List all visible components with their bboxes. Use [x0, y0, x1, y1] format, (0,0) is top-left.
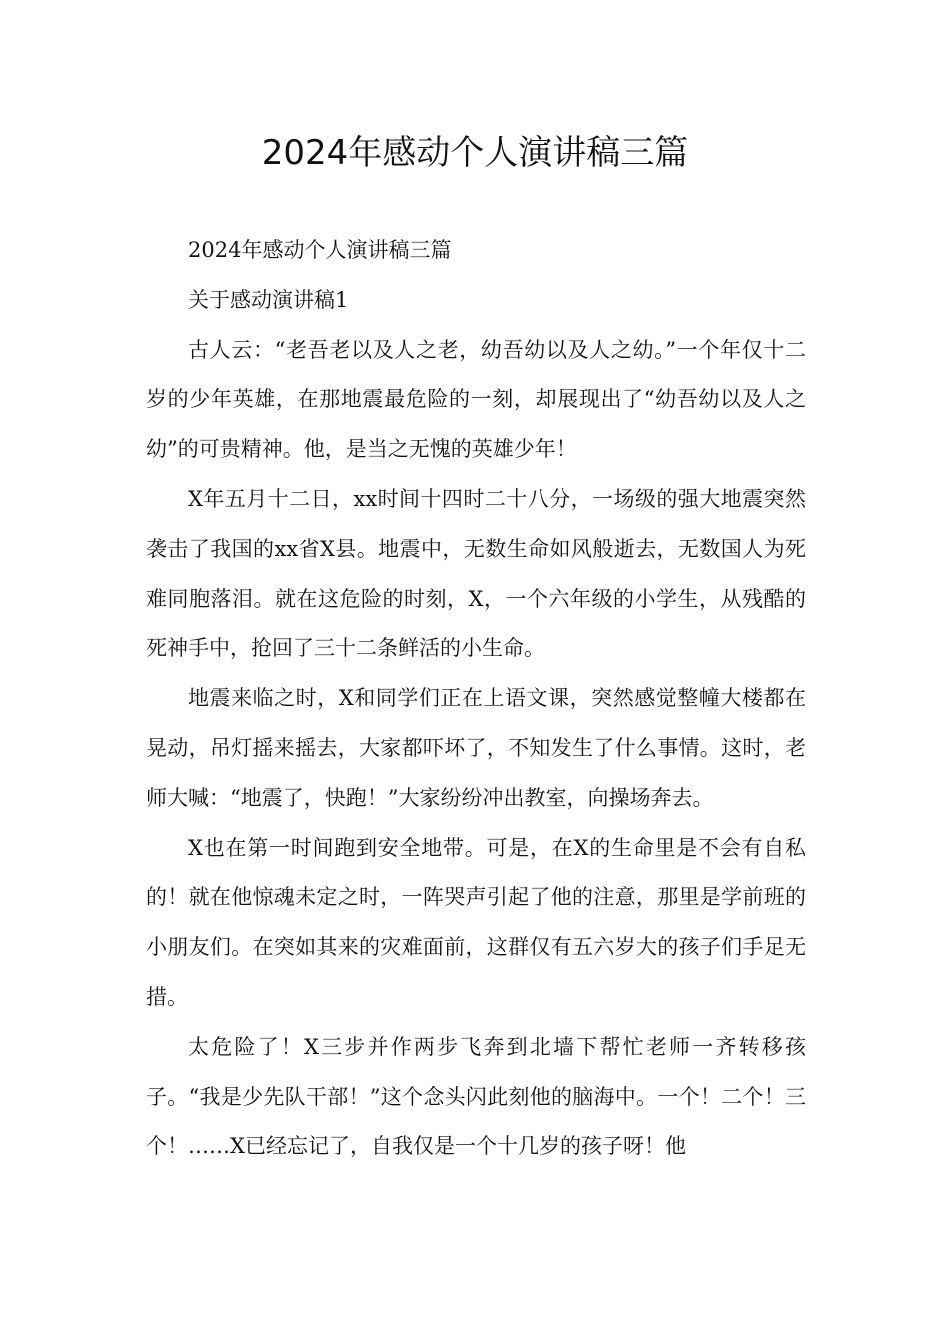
- paragraph-subtitle: 2024年感动个人演讲稿三篇: [188, 238, 452, 262]
- paragraph: 古人云：“老吾老以及人之老，幼吾幼以及人之幼。”一个年仅十二岁的少年英雄，在那地震最危险的一刻，却展现出了“幼吾幼以及人之幼”的可贵精神。他，是当之无愧的英雄少年！: [146, 337, 806, 462]
- document-title: 2024年感动个人演讲稿三篇: [261, 133, 689, 173]
- paragraph: X也在第一时间跑到安全地带。可是，在X的生命里是不会有自私的！就在他惊魂未定之时，一阵哭声引起了他的注意，那里是学前班的小朋友们。在突如其来的灾难面前，这群仅有五六岁大的孩子们手足无措。: [146, 835, 806, 1009]
- paragraph: 太危险了！X三步并作两步飞奔到北墙下帮忙老师一齐转移孩子。“我是少先队干部！”这个念头闪此刻他的脑海中。一个！二个！三个！……X已经忘记了，自我仅是一个十几岁的孩子呀！他: [146, 1034, 806, 1159]
- document-body: [146, 226, 806, 1172]
- paragraph: 地震来临之时，X和同学们正在上语文课，突然感觉整幢大楼都在晃动，吊灯摇来摇去，大家都吓坏了，不知发生了什么事情。这时，老师大喊：“地震了，快跑！”大家纷纷冲出教室，向操场奔去。: [146, 686, 806, 810]
- paragraph-section-heading: 关于感动演讲稿1: [188, 287, 349, 312]
- paragraph: X年五月十二日，xx时间十四时二十八分，一场级的强大地震突然袭击了我国的xx省X县。地震中，无数生命如风般逝去，无数国人为死难同胞落泪。就在这危险的时刻，X，一个六年级的小学生，从残酷的死神手中，抢回了三十二条鲜活的小生命。: [146, 486, 806, 661]
